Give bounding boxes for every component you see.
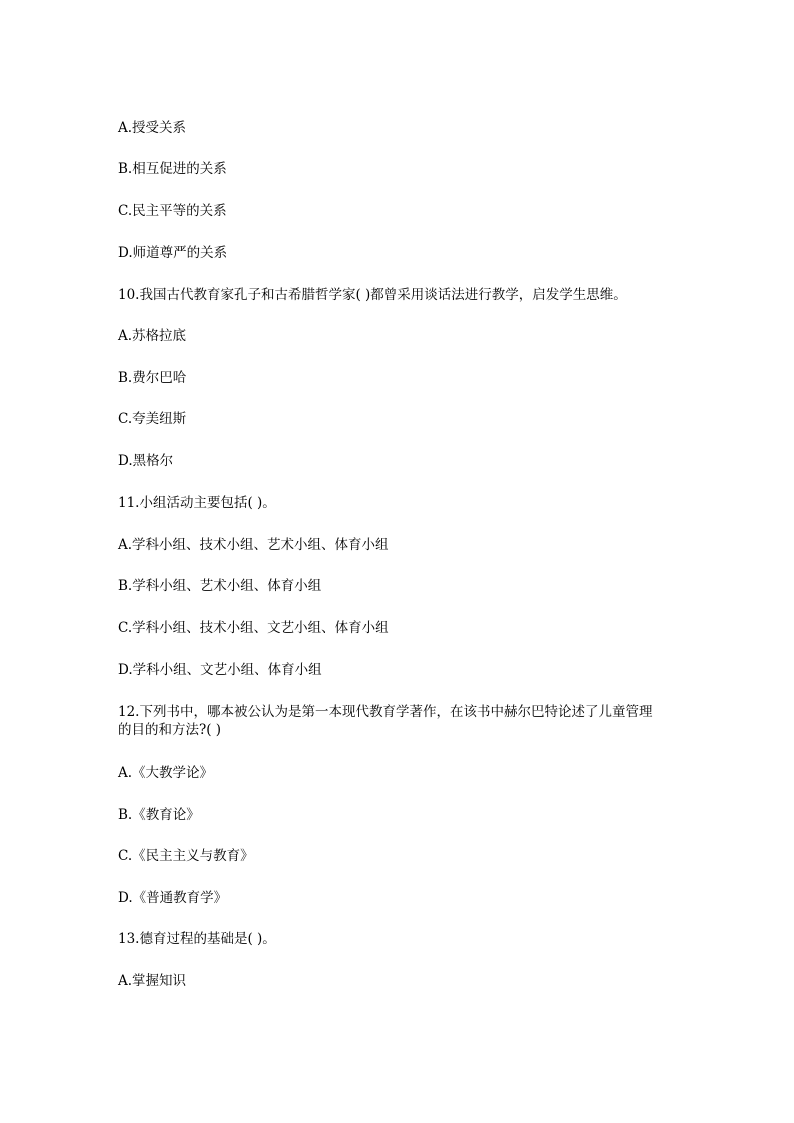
q12-option-d: D.《普通教育学》 bbox=[118, 890, 228, 906]
q10-stem: 10.我国古代教育家孔子和古希腊哲学家( )都曾采用谈话法进行教学，启发学生思维。 bbox=[118, 287, 627, 303]
q12-option-c: C.《民主主义与教育》 bbox=[118, 848, 254, 864]
q10-option-b: B.费尔巴哈 bbox=[118, 370, 187, 386]
q13-stem: 13.德育过程的基础是( )。 bbox=[118, 931, 276, 947]
q12-stem-line-1: 12.下列书中，哪本被公认为是第一本现代教育学著作，在该书中赫尔巴特论述了儿童管理 bbox=[118, 704, 653, 720]
q12-stem-line-2: 的目的和方法?( ) bbox=[118, 722, 222, 738]
q12-option-b: B.《教育论》 bbox=[118, 807, 200, 823]
q11-stem: 11.小组活动主要包括( )。 bbox=[118, 495, 276, 511]
q10-option-a: A.苏格拉底 bbox=[118, 328, 187, 344]
q9-option-d: D.师道尊严的关系 bbox=[118, 245, 228, 261]
q9-option-c: C.民主平等的关系 bbox=[118, 203, 227, 219]
q13-option-a: A.掌握知识 bbox=[118, 973, 187, 989]
q10-option-c: C.夸美纽斯 bbox=[118, 411, 187, 427]
q12-option-a: A.《大教学论》 bbox=[118, 765, 214, 781]
q11-option-c: C.学科小组、技术小组、文艺小组、体育小组 bbox=[118, 620, 389, 636]
q10-option-d: D.黑格尔 bbox=[118, 453, 174, 469]
q11-option-d: D.学科小组、文艺小组、体育小组 bbox=[118, 662, 322, 678]
q9-option-a: A.授受关系 bbox=[118, 120, 187, 136]
q9-option-b: B.相互促进的关系 bbox=[118, 161, 227, 177]
q11-option-b: B.学科小组、艺术小组、体育小组 bbox=[118, 578, 322, 594]
q11-option-a: A.学科小组、技术小组、艺术小组、体育小组 bbox=[118, 537, 389, 553]
